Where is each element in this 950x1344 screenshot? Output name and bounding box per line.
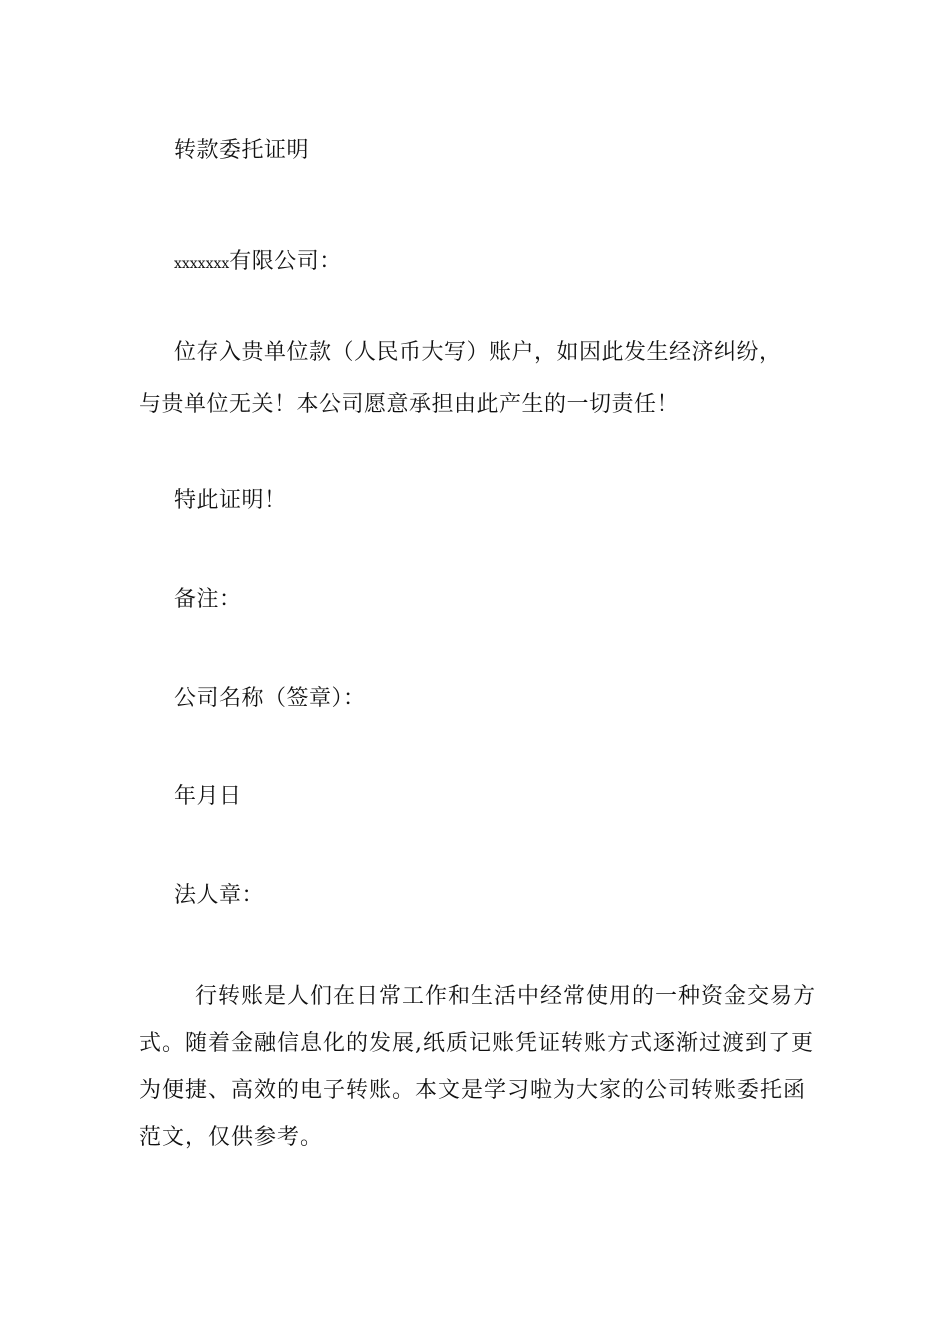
intro-line-3: 为便捷、高效的电子转账。本文是学习啦为大家的公司转账委托函: [139, 1078, 807, 1103]
intro-paragraph: [139, 973, 816, 1161]
addressee-line: [174, 251, 342, 273]
body-text-line-1: 位存入贵单位款（人民币大写）账户，如因此发生经济纠纷，: [174, 340, 782, 365]
closing-statement: 特此证明！: [174, 488, 287, 513]
document-title: 转款委托证明: [174, 138, 310, 163]
note-label: 备注：: [174, 587, 242, 612]
body-text-line-2: 与贵单位无关！本公司愿意承担由此产生的一切责任！: [139, 392, 680, 417]
date-label: 年月日: [174, 784, 242, 809]
addressee-company-placeholder: xxxxxxx: [174, 256, 230, 272]
intro-line-2: 式。随着金融信息化的发展,纸质记账凭证转账方式逐渐过渡到了更: [139, 1031, 814, 1056]
company-signature-label: 公司名称（签章）：: [174, 686, 366, 711]
intro-line-4: 范文，仅供参考。: [139, 1125, 324, 1150]
addressee-company-suffix: 有限公司：: [229, 249, 342, 274]
legal-seal-label: 法人章：: [174, 883, 265, 908]
intro-line-1: 行转账是人们在日常工作和生活中经常使用的一种资金交易方: [195, 984, 817, 1009]
